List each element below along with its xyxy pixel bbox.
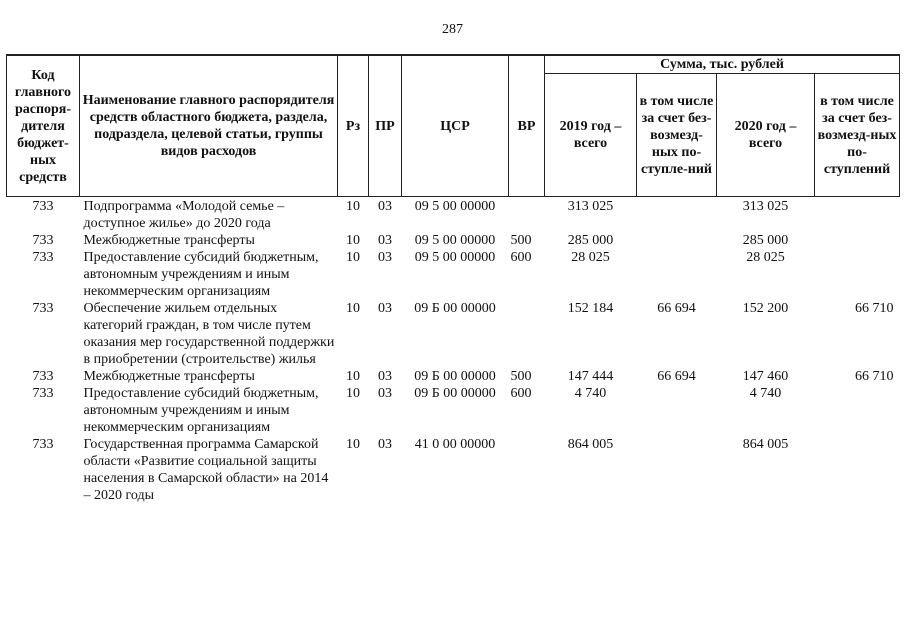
cell-csr: 09 5 00 00000	[414, 199, 496, 214]
cell-name: Предоставление субсидий бюджетным, автономным учреждениям и иным некоммерческим организациям	[83, 250, 319, 299]
header-total-2020: 2020 год – всего	[717, 74, 815, 197]
cell-rz: 10	[346, 250, 360, 265]
cell-bezvozmezd-2020: 66 710	[855, 301, 894, 316]
header-vr: ВР	[509, 55, 545, 197]
cell-csr: 09 Б 00 00000	[414, 301, 496, 316]
cell-pr: 03	[378, 199, 392, 214]
cell-bezvozmezd-2019	[637, 197, 717, 233]
cell-total-2019: 152 184	[567, 301, 614, 316]
table-row	[7, 385, 900, 436]
cell-bezvozmezd-2020	[815, 197, 900, 233]
cell-pr: 03	[378, 233, 392, 248]
header-bezvozmezd-2020: в том числе за счет без-возмезд-ных по-ступлений	[815, 74, 900, 197]
table-row	[7, 300, 900, 368]
cell-bezvozmezd-2019	[637, 232, 717, 249]
cell-rz: 10	[346, 386, 360, 401]
cell-name: Государственная программа Самарской области «Развитие социальной защиты населения в Самарской области» на 2014 – 2020 годы	[83, 437, 329, 503]
cell-kod: 733	[32, 199, 54, 214]
page-number: 287	[442, 22, 463, 37]
header-sum-group: Сумма, тыс. рублей	[545, 55, 900, 74]
cell-pr: 03	[378, 301, 392, 316]
cell-total-2019: 864 005	[567, 437, 614, 452]
header-pr: ПР	[369, 55, 402, 197]
cell-kod: 733	[32, 386, 54, 401]
cell-total-2020: 147 460	[742, 369, 789, 384]
cell-kod: 733	[32, 437, 54, 452]
cell-total-2020: 152 200	[742, 301, 789, 316]
cell-name: Межбюджетные трансферты	[83, 233, 255, 248]
cell-vr: 600	[510, 386, 532, 401]
header-rz: Рз	[338, 55, 369, 197]
table-body	[7, 197, 900, 505]
cell-total-2020: 285 000	[742, 233, 789, 248]
cell-total-2020: 4 740	[749, 386, 782, 401]
cell-bezvozmezd-2020	[815, 436, 900, 504]
header-csr: ЦСР	[402, 55, 509, 197]
cell-vr: 600	[510, 250, 532, 265]
cell-pr: 03	[378, 369, 392, 384]
cell-rz: 10	[346, 199, 360, 214]
table-header	[7, 55, 900, 197]
header-kod: Код главного распоря-дителя бюджет-ных средств	[7, 55, 80, 197]
cell-rz: 10	[346, 369, 360, 384]
table-row	[7, 436, 900, 504]
cell-rz: 10	[346, 233, 360, 248]
cell-bezvozmezd-2020	[815, 232, 900, 249]
cell-total-2019: 28 025	[571, 250, 610, 265]
cell-bezvozmezd-2019	[637, 436, 717, 504]
cell-bezvozmezd-2020	[815, 249, 900, 300]
cell-bezvozmezd-2020: 66 710	[855, 369, 894, 384]
cell-kod: 733	[32, 233, 54, 248]
budget-table	[6, 54, 900, 504]
cell-bezvozmezd-2019: 66 694	[657, 369, 696, 384]
cell-bezvozmezd-2019	[637, 385, 717, 436]
cell-bezvozmezd-2020	[815, 385, 900, 436]
cell-name: Межбюджетные трансферты	[83, 369, 255, 384]
header-total-2019: 2019 год – всего	[545, 74, 637, 197]
cell-rz: 10	[346, 437, 360, 452]
table-row	[7, 197, 900, 233]
cell-rz: 10	[346, 301, 360, 316]
cell-total-2020: 864 005	[742, 437, 789, 452]
cell-total-2019: 313 025	[567, 199, 614, 214]
cell-name: Подпрограмма «Молодой семье – доступное жилье» до 2020 года	[83, 199, 285, 231]
cell-vr	[509, 197, 545, 233]
cell-csr: 09 Б 00 00000	[414, 369, 496, 384]
cell-total-2019: 285 000	[567, 233, 614, 248]
cell-total-2020: 313 025	[742, 199, 789, 214]
cell-bezvozmezd-2019: 66 694	[657, 301, 696, 316]
cell-pr: 03	[378, 250, 392, 265]
table-row	[7, 368, 900, 385]
cell-vr: 500	[510, 233, 532, 248]
cell-bezvozmezd-2019	[637, 249, 717, 300]
cell-kod: 733	[32, 301, 54, 316]
table-row	[7, 249, 900, 300]
cell-kod: 733	[32, 369, 54, 384]
cell-total-2019: 147 444	[567, 369, 614, 384]
cell-name: Предоставление субсидий бюджетным, автономным учреждениям и иным некоммерческим организациям	[83, 386, 319, 435]
cell-total-2020: 28 025	[746, 250, 785, 265]
cell-total-2019: 4 740	[574, 386, 607, 401]
cell-vr	[509, 300, 545, 368]
header-name: Наименование главного распорядителя средств областного бюджета, раздела, подраздела, целевой статьи, группы видов расходов	[80, 55, 338, 197]
header-bezvozmezd-2019: в том числе за счет без-возмезд-ных по-ступле-ний	[637, 74, 717, 197]
cell-csr: 09 Б 00 00000	[414, 386, 496, 401]
cell-pr: 03	[378, 386, 392, 401]
cell-pr: 03	[378, 437, 392, 452]
cell-vr	[509, 436, 545, 504]
cell-csr: 41 0 00 00000	[414, 437, 496, 452]
cell-name: Обеспечение жильем отдельных категорий граждан, в том числе путем оказания мер государственной поддержки в приобретении (строительстве) жилья	[83, 301, 335, 367]
cell-vr: 500	[510, 369, 532, 384]
cell-kod: 733	[32, 250, 54, 265]
table-row	[7, 232, 900, 249]
cell-csr: 09 5 00 00000	[414, 233, 496, 248]
cell-csr: 09 5 00 00000	[414, 250, 496, 265]
